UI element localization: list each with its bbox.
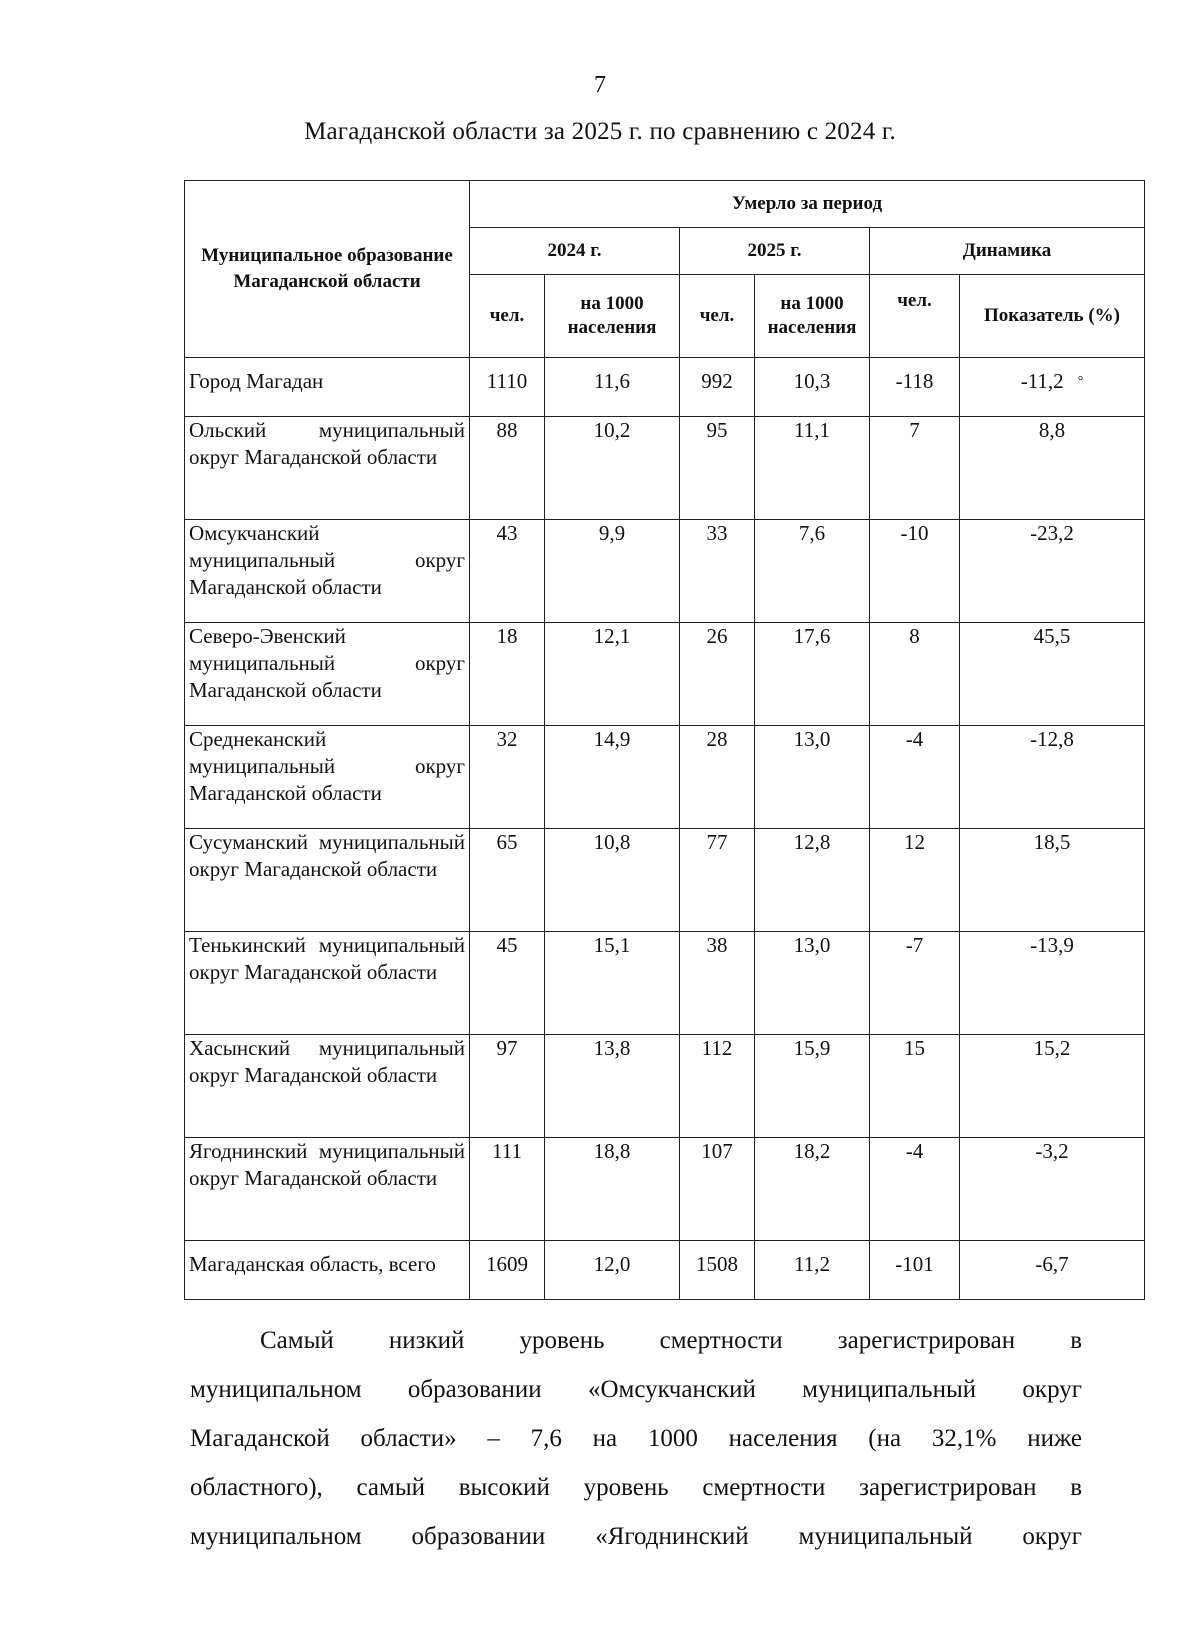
- row-name: Хасынский муниципальный округ Магаданской области: [185, 1035, 470, 1138]
- cell-dynamics-people: -7: [870, 932, 960, 1035]
- row-name: Магаданская область, всего: [185, 1241, 470, 1300]
- cell-people-2025: 77: [680, 829, 755, 932]
- cell-rate-2025: 12,8: [755, 829, 870, 932]
- row-name: Сусуманский муниципальный округ Магаданской области: [185, 829, 470, 932]
- cell-rate-2024: 18,8: [545, 1138, 680, 1241]
- cell-people-2025: 992: [680, 358, 755, 417]
- header-people-2025: чел.: [680, 275, 755, 358]
- cell-people-2025: 28: [680, 726, 755, 829]
- cell-rate-2024: 12,0: [545, 1241, 680, 1300]
- cell-dynamics-people: 15: [870, 1035, 960, 1138]
- cell-people-2024: 111: [470, 1138, 545, 1241]
- cell-people-2025: 38: [680, 932, 755, 1035]
- header-people-dynamics: чел.: [870, 275, 960, 358]
- cell-people-2025: 1508: [680, 1241, 755, 1300]
- cell-rate-2024: 10,2: [545, 417, 680, 520]
- header-indicator: Показатель (%): [960, 275, 1145, 358]
- paragraph-line: муниципальном образовании «Омсукчанский муниципальный округ: [190, 1376, 1082, 1403]
- table-row: [185, 829, 1145, 932]
- cell-rate-2025: 18,2: [755, 1138, 870, 1241]
- row-name: Среднеканский муниципальный округ Магаданской области: [185, 726, 470, 829]
- cell-rate-2025: 17,6: [755, 623, 870, 726]
- table-row-total: [185, 1241, 1145, 1300]
- cell-rate-2025: 7,6: [755, 520, 870, 623]
- cell-dynamics-people: 8: [870, 623, 960, 726]
- cell-people-2024: 18: [470, 623, 545, 726]
- table-row: [185, 417, 1145, 520]
- cell-people-2024: 1110: [470, 358, 545, 417]
- paragraph-line: Магаданской области» – 7,6 на 1000 населения (на 32,1% ниже: [190, 1425, 1082, 1452]
- cell-people-2024: 65: [470, 829, 545, 932]
- cell-dynamics-percent: 15,2: [960, 1035, 1145, 1138]
- cell-rate-2024: 11,6: [545, 358, 680, 417]
- header-per-1000-2024: на 1000 населения: [545, 275, 680, 358]
- row-name: Омсукчанский муниципальный округ Магаданской области: [185, 520, 470, 623]
- cell-dynamics-people: -4: [870, 726, 960, 829]
- table-row: [185, 1035, 1145, 1138]
- header-dynamics: Динамика: [870, 228, 1145, 275]
- percent-value: -11,2: [1020, 369, 1064, 393]
- table-row: [185, 358, 1145, 417]
- cell-dynamics-people: -118: [870, 358, 960, 417]
- table-row: [185, 932, 1145, 1035]
- cell-people-2025: 107: [680, 1138, 755, 1241]
- header-year-2024: 2024 г.: [470, 228, 680, 275]
- header-per-1000-2025: на 1000 населения: [755, 275, 870, 358]
- cell-dynamics-people: 7: [870, 417, 960, 520]
- page-number: 7: [594, 72, 606, 98]
- cell-people-2024: 45: [470, 932, 545, 1035]
- cell-rate-2024: 12,1: [545, 623, 680, 726]
- cell-rate-2024: 10,8: [545, 829, 680, 932]
- cell-dynamics-percent: [960, 358, 1145, 417]
- cell-rate-2024: 13,8: [545, 1035, 680, 1138]
- body-paragraph: [190, 1316, 1082, 1561]
- cell-people-2024: 88: [470, 417, 545, 520]
- cell-people-2025: 112: [680, 1035, 755, 1138]
- cell-rate-2025: 11,1: [755, 417, 870, 520]
- cell-people-2024: 43: [470, 520, 545, 623]
- cell-people-2024: 1609: [470, 1241, 545, 1300]
- cell-people-2024: 97: [470, 1035, 545, 1138]
- cell-dynamics-people: 12: [870, 829, 960, 932]
- paragraph-line: муниципальном образовании «Ягоднинский муниципальный округ: [190, 1523, 1082, 1550]
- cell-dynamics-percent: 45,5: [960, 623, 1145, 726]
- cell-dynamics-percent: -3,2: [960, 1138, 1145, 1241]
- table-row: [185, 623, 1145, 726]
- cell-rate-2024: 14,9: [545, 726, 680, 829]
- cell-dynamics-percent: -13,9: [960, 932, 1145, 1035]
- row-name: Ольский муниципальный округ Магаданской области: [185, 417, 470, 520]
- cell-dynamics-percent: 8,8: [960, 417, 1145, 520]
- cell-rate-2025: 13,0: [755, 932, 870, 1035]
- cell-dynamics-percent: -6,7: [960, 1241, 1145, 1300]
- cell-people-2025: 33: [680, 520, 755, 623]
- cell-rate-2025: 15,9: [755, 1035, 870, 1138]
- cell-dynamics-percent: -23,2: [960, 520, 1145, 623]
- row-name: Северо-Эвенский муниципальный округ Магаданской области: [185, 623, 470, 726]
- header-people-2024: чел.: [470, 275, 545, 358]
- cell-dynamics-people: -10: [870, 520, 960, 623]
- table-caption: Магаданской области за 2025 г. по сравнению с 2024 г.: [304, 118, 896, 145]
- cell-dynamics-percent: -12,8: [960, 726, 1145, 829]
- row-name: Тенькинский муниципальный округ Магаданской области: [185, 932, 470, 1035]
- cell-people-2024: 32: [470, 726, 545, 829]
- cell-people-2025: 95: [680, 417, 755, 520]
- row-name: Город Магадан: [185, 358, 470, 417]
- paragraph-line: областного), самый высокий уровень смертности зарегистрирован в: [190, 1474, 1082, 1501]
- row-name: Ягоднинский муниципальный округ Магаданской области: [185, 1138, 470, 1241]
- cell-people-2025: 26: [680, 623, 755, 726]
- cell-dynamics-percent: 18,5: [960, 829, 1145, 932]
- cell-rate-2025: 10,3: [755, 358, 870, 417]
- paragraph-line: Самый низкий уровень смертности зарегистрирован в: [260, 1327, 1082, 1354]
- cell-rate-2024: 9,9: [545, 520, 680, 623]
- header-municipality: Муниципальное образование Магаданской области: [185, 181, 470, 358]
- cell-rate-2025: 11,2: [755, 1241, 870, 1300]
- table-row: [185, 726, 1145, 829]
- cell-dynamics-people: -4: [870, 1138, 960, 1241]
- cell-dynamics-people: -101: [870, 1241, 960, 1300]
- table-row: [185, 1138, 1145, 1241]
- mortality-table: [184, 180, 1145, 1300]
- degree-mark: °: [1077, 374, 1084, 389]
- header-year-2025: 2025 г.: [680, 228, 870, 275]
- cell-rate-2024: 15,1: [545, 932, 680, 1035]
- table-row: [185, 520, 1145, 623]
- cell-rate-2025: 13,0: [755, 726, 870, 829]
- header-period: Умерло за период: [470, 181, 1145, 228]
